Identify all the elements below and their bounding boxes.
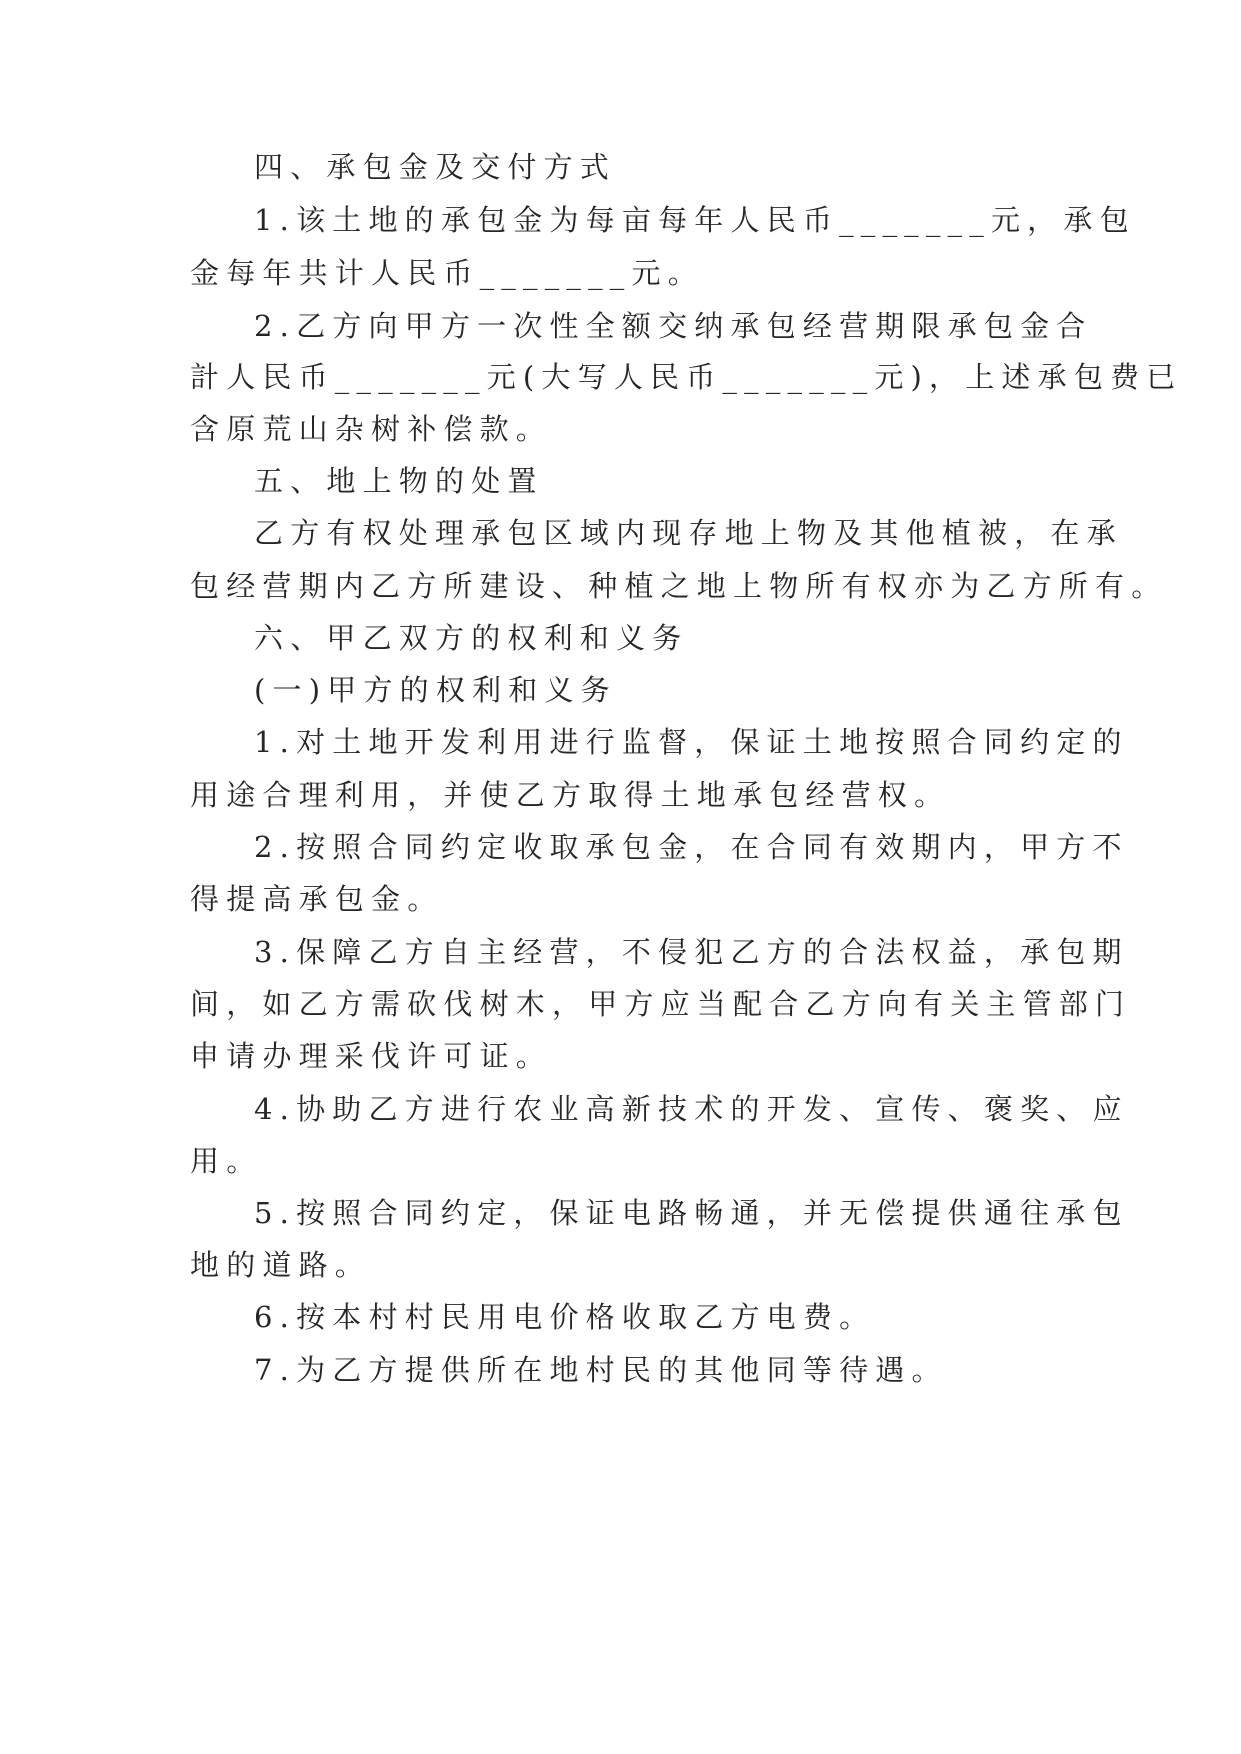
section-5-title: 五、地上物的处置 <box>254 464 544 498</box>
s6-item5-line1: 5.按照合同约定，保证电路畅通，并无偿提供通往承包 <box>254 1196 1129 1230</box>
subsection-1-title: (一)甲方的权利和义务 <box>254 673 617 707</box>
s4-item1-line1: 1.该土地的承包金为每亩每年人民币_______元，承包 <box>254 203 1136 237</box>
s4-item2-line2: 計人民币_______元(大写人民币_______元)，上述承包费已 <box>190 360 1183 394</box>
s6-item2-line1: 2.按照合同约定收取承包金，在合同有效期内，甲方不 <box>254 830 1129 864</box>
s6-item4-line1: 4.协助乙方进行农业高新技术的开发、宣传、褒奖、应 <box>254 1092 1129 1126</box>
s6-item4-line2: 用。 <box>190 1144 263 1178</box>
s6-item5-line2: 地的道路。 <box>190 1248 372 1282</box>
s6-item3-line1: 3.保障乙方自主经营，不侵犯乙方的合法权益，承包期 <box>254 935 1129 969</box>
s6-item6: 6.按本村村民用电价格收取乙方电费。 <box>254 1300 876 1334</box>
section-6-title: 六、甲乙双方的权利和义务 <box>254 621 689 655</box>
s5-para-line1: 乙方有权处理承包区域内现存地上物及其他植被，在承 <box>254 516 1123 550</box>
s6-item2-line2: 得提高承包金。 <box>190 882 444 916</box>
s6-item1-line2: 用途合理利用，并使乙方取得土地承包经营权。 <box>190 778 951 812</box>
s4-item2-line1: 2.乙方向甲方一次性全额交纳承包经营期限承包金合 <box>254 309 1093 343</box>
s6-item1-line1: 1.对土地开发利用进行监督，保证土地按照合同约定的 <box>254 725 1129 759</box>
section-4-title: 四、承包金及交付方式 <box>254 150 617 184</box>
s4-item1-line2: 金每年共计人民币_______元。 <box>190 256 704 290</box>
s6-item3-line2: 间，如乙方需砍伐树木，甲方应当配合乙方向有关主管部门 <box>190 987 1132 1021</box>
s6-item7: 7.为乙方提供所在地村民的其他同等待遇。 <box>254 1353 948 1387</box>
s5-para-line2: 包经营期内乙方所建设、种植之地上物所有权亦为乙方所有。 <box>190 569 1168 603</box>
s4-item2-line3: 含原荒山杂树补偿款。 <box>190 412 553 446</box>
s6-item3-line3: 申请办理采伐许可证。 <box>190 1039 553 1073</box>
